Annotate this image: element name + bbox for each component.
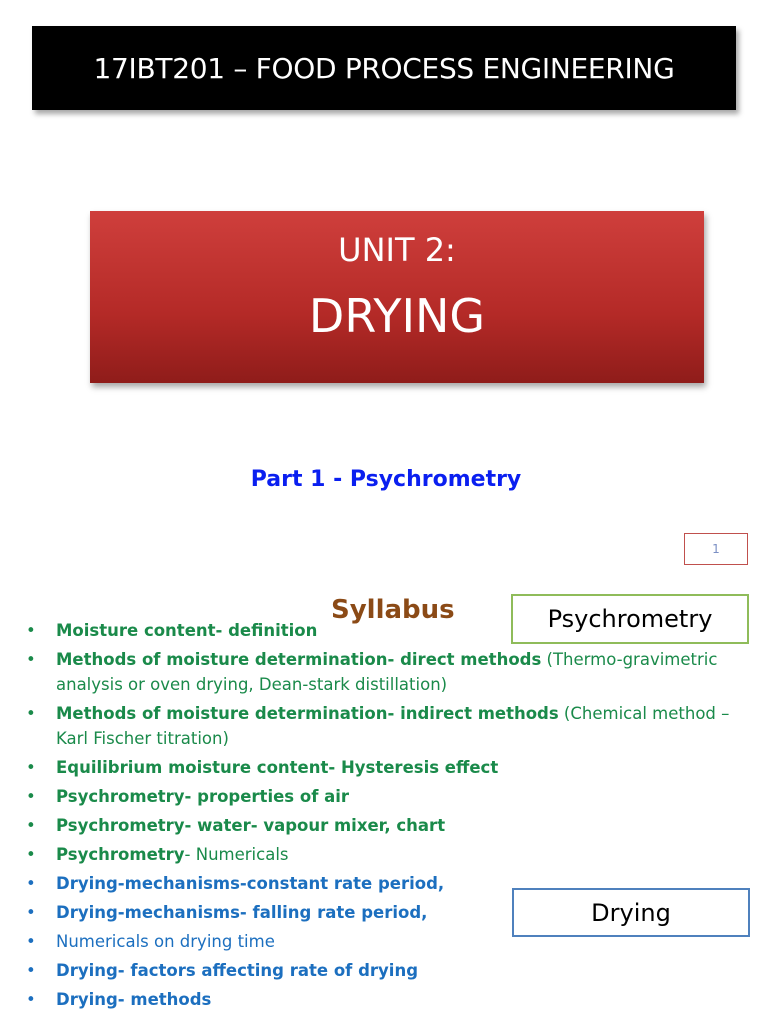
syllabus-item-rest: (Chemical method – Karl Fischer titration) — [56, 704, 730, 748]
page-number: 1 — [712, 542, 720, 556]
syllabus-item-rest: - Numericals — [184, 845, 289, 864]
syllabus-item-bold: Drying- methods — [56, 990, 212, 1009]
bullet-icon: • — [26, 874, 36, 893]
bullet-icon: • — [26, 961, 36, 980]
syllabus-item — [26, 958, 746, 983]
bullet-icon: • — [26, 903, 36, 922]
syllabus-item — [26, 784, 746, 809]
drying-tag — [512, 888, 750, 937]
bullet-icon: • — [26, 990, 36, 1009]
bullet-icon: • — [26, 650, 36, 669]
syllabus-item-bold: Psychrometry- water- vapour mixer, chart — [56, 816, 446, 835]
psychrometry-tag-label: Psychrometry — [547, 605, 713, 633]
part-title: Part 1 - Psychrometry — [250, 467, 522, 492]
syllabus-item — [26, 755, 746, 780]
unit-title: DRYING — [308, 289, 486, 343]
syllabus-item-bold: Methods of moisture determination- direct methods — [56, 650, 542, 669]
bullet-icon: • — [26, 845, 36, 864]
syllabus-item-bold: Methods of moisture determination- indirect methods — [56, 704, 559, 723]
syllabus-item — [26, 813, 746, 838]
course-title-banner — [32, 26, 736, 110]
bullet-icon: • — [26, 621, 36, 640]
syllabus-item-bold: Drying- factors affecting rate of drying — [56, 961, 419, 980]
unit-label: UNIT 2: — [338, 231, 456, 269]
bullet-icon: • — [26, 816, 36, 835]
bullet-icon: • — [26, 787, 36, 806]
syllabus-item — [26, 842, 746, 867]
syllabus-item-rest: Numericals on drying time — [56, 932, 275, 951]
bullet-icon: • — [26, 758, 36, 777]
unit-title-box — [90, 211, 704, 383]
syllabus-item — [26, 647, 746, 697]
syllabus-list — [26, 618, 746, 1016]
syllabus-item-bold: Psychrometry — [56, 845, 185, 864]
drying-tag-label: Drying — [591, 898, 671, 927]
bullet-icon: • — [26, 704, 36, 723]
syllabus-item — [26, 701, 746, 751]
syllabus-heading: Syllabus — [331, 595, 455, 625]
syllabus-item-rest: (Thermo-gravimetric analysis or oven drying, Dean-stark distillation) — [56, 650, 718, 694]
syllabus-item — [26, 987, 746, 1012]
syllabus-item-bold: Psychrometry- properties of air — [56, 787, 350, 806]
course-title: 17IBT201 – FOOD PROCESS ENGINEERING — [93, 51, 675, 85]
syllabus-item-bold: Equilibrium moisture content- Hysteresis effect — [56, 758, 499, 777]
syllabus-item-bold: Drying-mechanisms- falling rate period, — [56, 903, 428, 922]
bullet-icon: • — [26, 932, 36, 951]
syllabus-item-bold: Drying-mechanisms-constant rate period, — [56, 874, 445, 893]
syllabus-item-bold: Moisture content- definition — [56, 621, 318, 640]
page-number-box — [684, 533, 748, 565]
